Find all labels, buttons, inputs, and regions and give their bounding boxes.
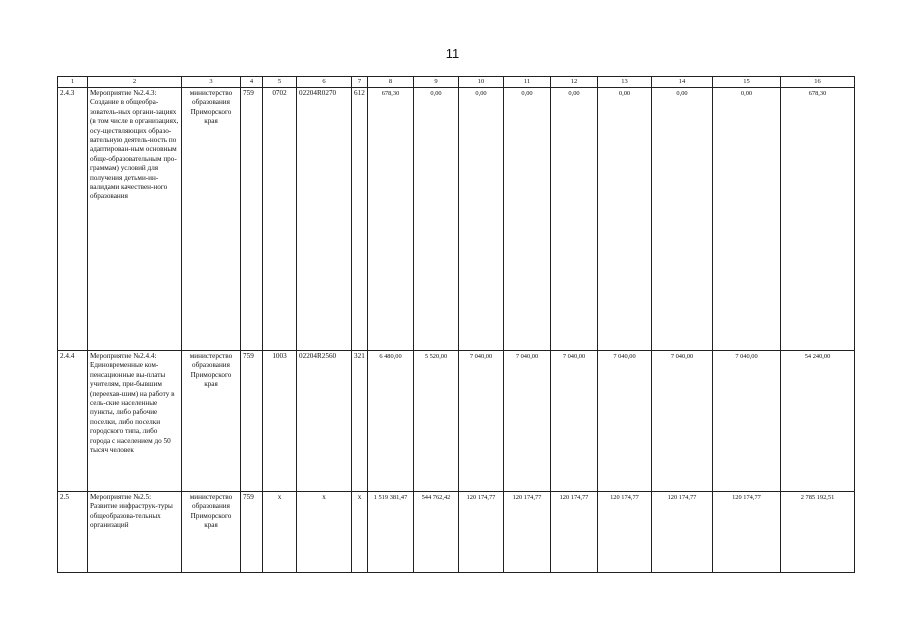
rzpr-code: 1003 [263,351,297,492]
value-col-16: 54 240,00 [781,351,855,492]
vr-code: х [352,492,368,573]
executor: министерство образования Приморского края [182,492,241,573]
col-header: 9 [414,77,459,88]
col-header: 8 [368,77,414,88]
value-col-15: 7 040,00 [713,351,781,492]
value-col-14: 7 040,00 [652,351,713,492]
executor: министерство образования Приморского края [182,351,241,492]
value-col-11: 7 040,00 [504,351,551,492]
col-header: 15 [713,77,781,88]
value-col-9: 0,00 [414,88,459,351]
value-col-11: 0,00 [504,88,551,351]
col-header: 7 [352,77,368,88]
value-col-14: 0,00 [652,88,713,351]
table-row [58,351,855,492]
value-col-13: 120 174,77 [598,492,652,573]
value-col-8: 1 519 381,47 [368,492,414,573]
grbs-code: 759 [241,492,263,573]
budget-table [57,76,855,573]
value-col-10: 120 174,77 [459,492,504,573]
col-header: 10 [459,77,504,88]
col-header: 2 [88,77,182,88]
col-header: 16 [781,77,855,88]
csr-code: х [297,492,352,573]
col-header: 1 [58,77,88,88]
measure-name: Мероприятие №2.5: Развитие инфраструк-туры общеобразова-тельных организаций [88,492,182,573]
value-col-11: 120 174,77 [504,492,551,573]
page-number: 11 [445,46,460,61]
value-col-16: 678,30 [781,88,855,351]
value-col-12: 0,00 [551,88,598,351]
value-col-9: 544 762,42 [414,492,459,573]
value-col-8: 6 480,00 [368,351,414,492]
value-col-8: 678,30 [368,88,414,351]
table-row [58,88,855,351]
row-number: 2.4.4 [58,351,88,492]
vr-code: 321 [352,351,368,492]
col-header: 11 [504,77,551,88]
measure-name: Мероприятие №2.4.3: Создание в общеобра-зователь-ных органи-зациях (в том числе в организациях, осу-ществляющих образо-вательную деятель-ность по адаптирован-ным основным обще-образовательным про-граммам) условий для получения детьми-ин-валидами качествен-ного образования [88,88,182,351]
rzpr-code: 0702 [263,88,297,351]
row-number: 2.5 [58,492,88,573]
value-col-10: 0,00 [459,88,504,351]
value-col-15: 120 174,77 [713,492,781,573]
value-col-16: 2 785 192,51 [781,492,855,573]
col-header: 13 [598,77,652,88]
grbs-code: 759 [241,351,263,492]
value-col-13: 0,00 [598,88,652,351]
table-row [58,492,855,573]
col-header: 4 [241,77,263,88]
value-col-12: 7 040,00 [551,351,598,492]
col-header: 6 [297,77,352,88]
col-header: 5 [263,77,297,88]
grbs-code: 759 [241,88,263,351]
col-header: 14 [652,77,713,88]
value-col-9: 5 520,00 [414,351,459,492]
value-col-10: 7 040,00 [459,351,504,492]
value-col-15: 0,00 [713,88,781,351]
csr-code: 02204R0270 [297,88,352,351]
value-col-12: 120 174,77 [551,492,598,573]
value-col-13: 7 040,00 [598,351,652,492]
col-header: 12 [551,77,598,88]
value-col-14: 120 174,77 [652,492,713,573]
executor: министерство образования Приморского края [182,88,241,351]
vr-code: 612 [352,88,368,351]
col-header: 3 [182,77,241,88]
row-number: 2.4.3 [58,88,88,351]
column-numbers-row [58,77,855,88]
rzpr-code: х [263,492,297,573]
measure-name: Мероприятие №2.4.4: Единовременные ком-пенсационные вы-платы учителям, при-бывшим (переехав-шим) на работу в сель-ские населенные пункты, либо рабочие поселки, либо поселки городского типа, либо города с населением до 50 тысяч человек [88,351,182,492]
csr-code: 02204R2560 [297,351,352,492]
